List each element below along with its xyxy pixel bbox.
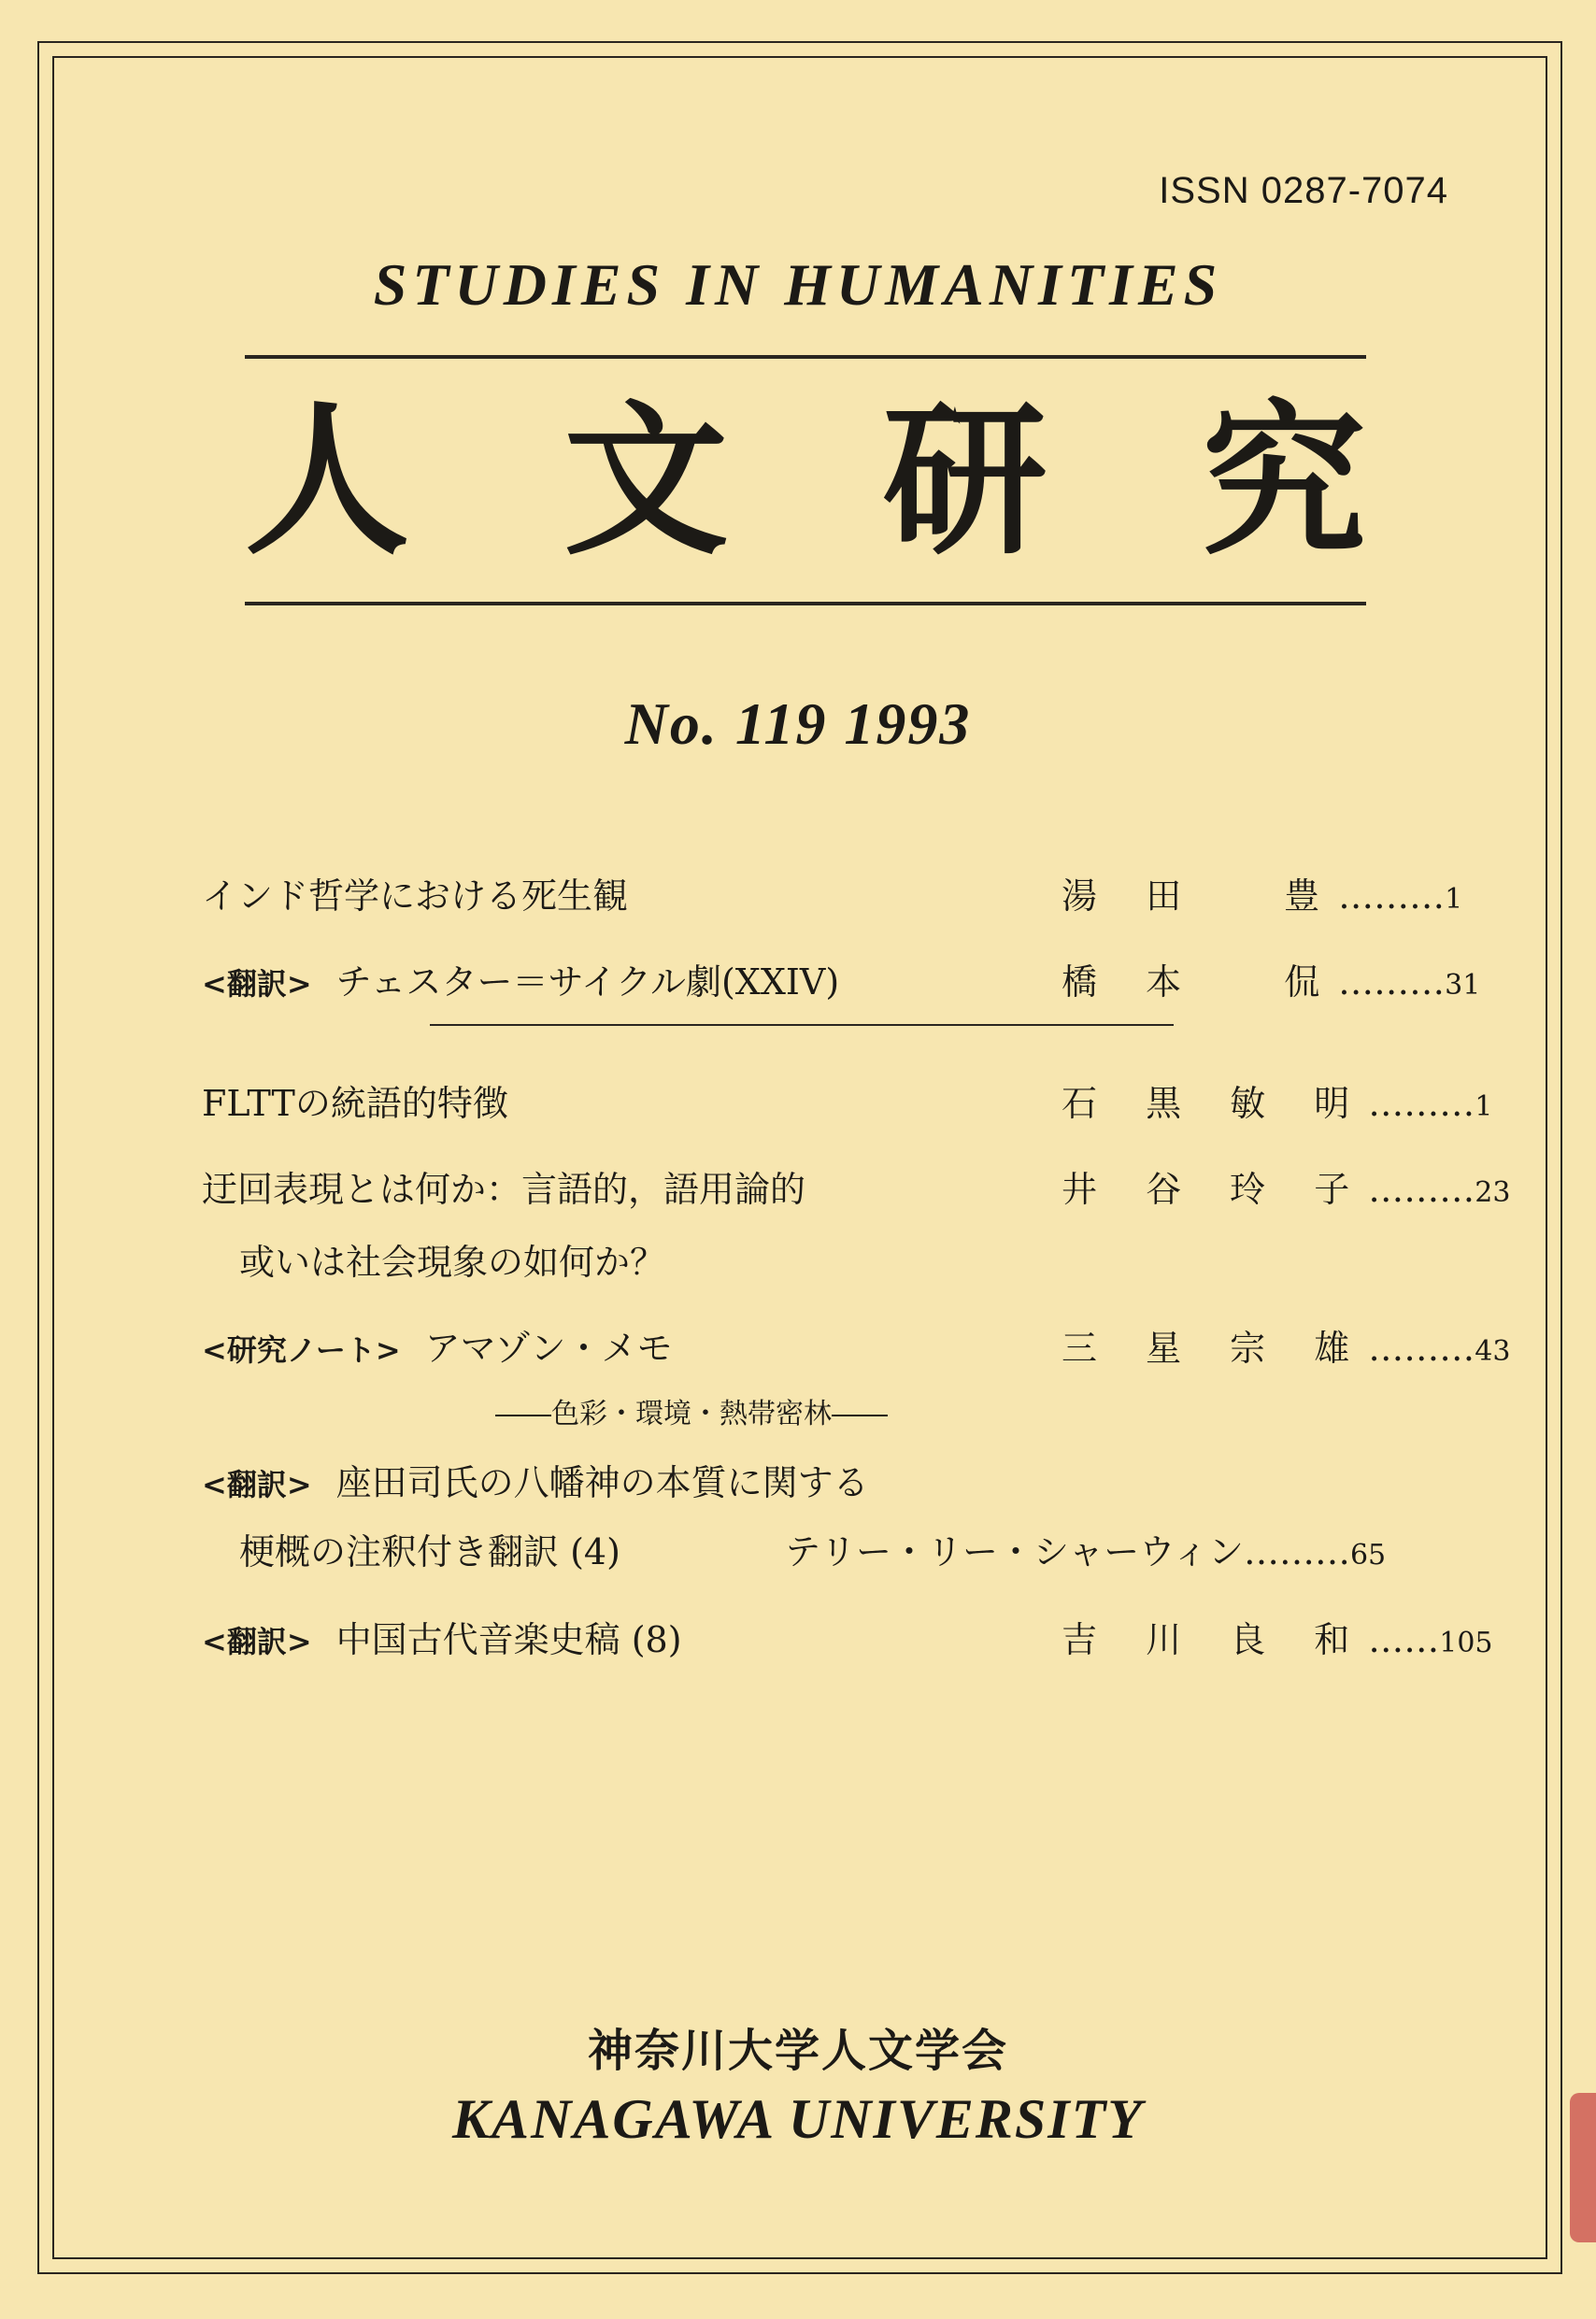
title-char: 人 (245, 384, 410, 577)
toc-tag: <研究ノート> (202, 1332, 401, 1368)
toc-author-row (1062, 1074, 1492, 1126)
toc-author: 井 谷 玲 子 (1062, 1169, 1369, 1210)
toc-page: 105 (1439, 1627, 1493, 1659)
toc-page: 43 (1475, 1335, 1511, 1368)
toc-title: チェスター＝サイクル劇(XXIV) (335, 961, 840, 1003)
section-divider (430, 1024, 1174, 1026)
toc-title: インド哲学における死生観 (202, 875, 629, 917)
publisher-english: KANAGAWA UNIVERSITY (452, 2088, 1144, 2150)
toc-entry (202, 1454, 869, 1505)
toc-title: 座田司氏の八幡神の本質に関する (335, 1462, 869, 1503)
title-char: 文 (563, 384, 729, 577)
toc-page: 65 (1349, 1539, 1387, 1572)
toc-author-row (1062, 1611, 1493, 1662)
publisher-japanese: 神奈川大学人文学会 (587, 2025, 1008, 2077)
toc-author-row (1062, 1319, 1510, 1371)
toc-dots: ……… (1243, 1531, 1350, 1572)
title-char: 研 (882, 384, 1047, 577)
title-char: 究 (1201, 384, 1366, 577)
toc-title-continued: 或いは社会現象の如何か？ (239, 1242, 666, 1283)
toc-page: 31 (1445, 969, 1481, 1002)
toc-author-row (785, 1523, 1386, 1574)
toc-entry (202, 953, 839, 1004)
toc-title: FLTTの統語的特徴 (202, 1083, 508, 1124)
title-rule-bottom (245, 602, 1366, 605)
toc-tag: <翻訳> (202, 1624, 312, 1659)
toc-tag: <翻訳> (202, 966, 312, 1002)
red-stamp (1570, 2093, 1596, 2242)
toc-page: 23 (1475, 1176, 1511, 1209)
toc-author: 橋 本 侃 (1062, 961, 1339, 1003)
toc-tag: <翻訳> (202, 1467, 312, 1502)
toc-author: 石 黒 敏 明 (1062, 1083, 1369, 1124)
toc-author: 三 星 宗 雄 (1062, 1328, 1369, 1369)
toc-title-continued: 梗概の注釈付き翻訳 (4) (239, 1531, 620, 1572)
issn: ISSN 0287-7074 (1159, 170, 1448, 211)
toc-author-row (1062, 867, 1462, 918)
toc-author-row (1062, 1160, 1510, 1212)
toc-dots: ……… (1368, 1169, 1475, 1210)
toc-entry (202, 1611, 682, 1662)
toc-dots: …… (1368, 1619, 1440, 1660)
toc-title: 中国古代音楽史稿 (8) (335, 1619, 682, 1660)
toc-author: 吉 川 良 和 (1062, 1619, 1369, 1660)
toc-title: アマゾン・メモ (424, 1328, 673, 1369)
journal-title (245, 384, 1366, 577)
toc-dots: ……… (1338, 875, 1446, 917)
toc-entry (202, 1319, 673, 1371)
toc-author: テリー・リー・シャーウィン (785, 1531, 1244, 1572)
toc-title: 迂回表現とは何か：言語的，語用論的 (202, 1169, 806, 1210)
toc-dots: ……… (1368, 1328, 1475, 1369)
toc-subtitle: ――色彩・環境・熱帯密林―― (495, 1398, 888, 1430)
toc-dots: ……… (1338, 961, 1446, 1003)
title-rule-top (245, 355, 1366, 359)
toc-author-row (1062, 953, 1480, 1004)
toc-page: 1 (1475, 1090, 1493, 1123)
toc-page: 1 (1445, 883, 1463, 916)
toc-author: 湯 田 豊 (1062, 875, 1339, 917)
toc-dots: ……… (1368, 1083, 1475, 1124)
series-title: STUDIES IN HUMANITIES (373, 251, 1223, 318)
issue-number: No. 119 1993 (624, 690, 972, 757)
